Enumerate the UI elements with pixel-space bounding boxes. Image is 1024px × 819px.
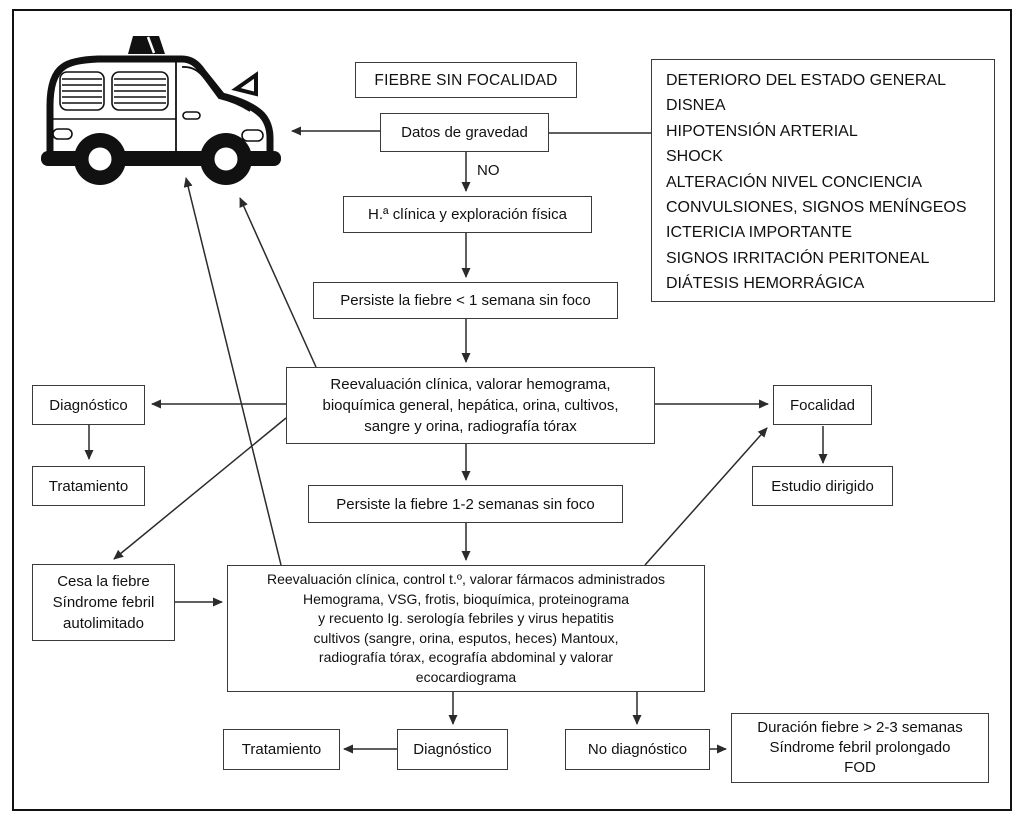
node-diagnostico-izquierda: Diagnóstico	[32, 385, 145, 425]
list-item: DIÁTESIS HEMORRÁGICA	[666, 275, 865, 293]
node-no-diagnostico: No diagnóstico	[565, 729, 710, 770]
node-reevaluacion-2	[227, 565, 705, 692]
node-fiebre-sin-focalidad: FIEBRE SIN FOCALIDAD	[355, 62, 577, 98]
list-item: cultivos (sangre, orina, esputos, heces) Mantoux,	[313, 629, 619, 646]
node-persiste-fiebre-1-2-semanas: Persiste la fiebre 1-2 semanas sin foco	[308, 485, 623, 523]
list-item: sangre y orina, radiografía tórax	[364, 418, 577, 435]
list-item: Síndrome febril	[52, 594, 155, 611]
list-item: DISNEA	[666, 97, 726, 115]
node-estudio-dirigido: Estudio dirigido	[752, 466, 893, 506]
node-focalidad: Focalidad	[773, 385, 872, 425]
list-item: bioquímica general, hepática, orina, cultivos,	[322, 397, 619, 414]
list-item: ICTERICIA IMPORTANTE	[666, 224, 853, 242]
list-item: Hemograma, VSG, frotis, bioquímica, proteinograma	[302, 590, 630, 607]
list-item: ALTERACIÓN NIVEL CONCIENCIA	[666, 173, 923, 191]
node-reevaluacion-1	[286, 367, 655, 444]
list-item: Cesa la fiebre	[57, 573, 150, 590]
list-item: Síndrome febril prolongado	[769, 739, 951, 756]
node-duracion-fiebre-fod	[731, 713, 989, 783]
node-cesa-la-fiebre	[32, 564, 175, 641]
list-item: autolimitado	[63, 615, 144, 632]
node-tratamiento-izquierda: Tratamiento	[32, 466, 145, 506]
node-datos-de-gravedad: Datos de gravedad	[380, 113, 549, 152]
list-item: radiografía tórax, ecografía abdominal y valorar	[318, 649, 614, 665]
node-diagnostico-inferior: Diagnóstico	[397, 729, 508, 770]
danger-signs-list	[651, 59, 995, 302]
list-item: ecocardiograma	[415, 668, 517, 685]
node-historia-clinica: H.ª clínica y exploración física	[343, 196, 592, 233]
list-item: y recuento Ig. serología febriles y virus hepatitis	[318, 610, 614, 626]
node-persiste-fiebre-1-semana: Persiste la fiebre < 1 semana sin foco	[313, 282, 618, 319]
list-item: FOD	[844, 759, 876, 776]
ambulance-mirror	[236, 75, 256, 94]
list-item: SHOCK	[666, 148, 723, 166]
list-item: Duración fiebre > 2-3 semanas	[757, 719, 963, 736]
edge-label-no: NO	[477, 162, 500, 179]
list-item: DETERIORO DEL ESTADO GENERAL	[666, 72, 947, 89]
list-item: SIGNOS IRRITACIÓN PERITONEAL	[666, 249, 930, 267]
node-tratamiento-inferior: Tratamiento	[223, 729, 340, 770]
list-item: Reevaluación clínica, control t.º, valorar fármacos administrados	[266, 571, 666, 587]
list-item: CONVULSIONES, SIGNOS MENÍNGEOS	[666, 199, 967, 217]
list-item: Reevaluación clínica, valorar hemograma,	[330, 376, 611, 393]
ambulance-icon	[36, 32, 288, 192]
ambulance-roof-light	[128, 36, 165, 54]
list-item: HIPOTENSIÓN ARTERIAL	[666, 122, 858, 140]
